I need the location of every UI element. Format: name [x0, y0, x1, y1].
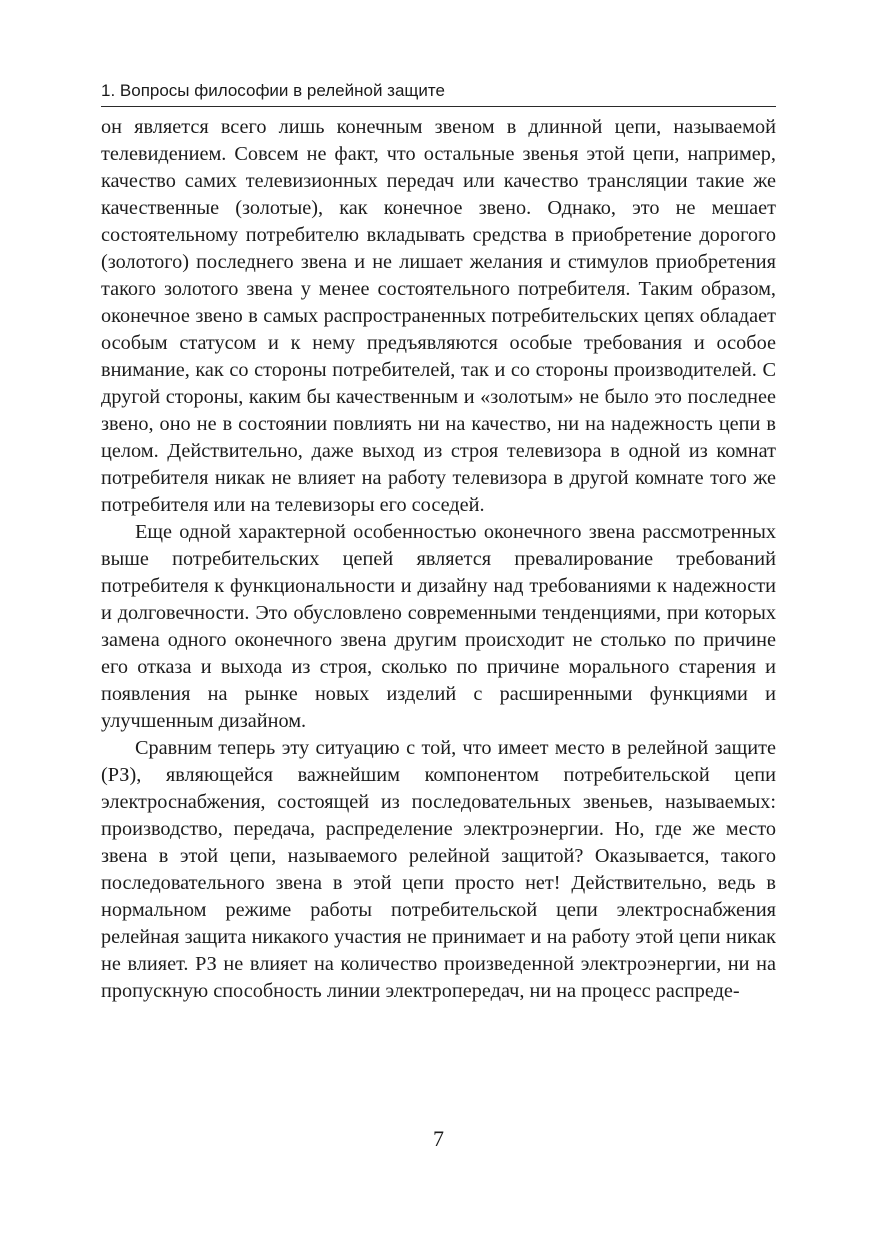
body-text	[101, 114, 776, 1005]
paragraph-continuation: он является всего лишь конечным звеном в длинной цепи, называемой телевидением. Совсем не факт, что остальные звенья этой цепи, например, качество самих телевизионных передач или качество трансляции такие же качественные (золотые), как конечное звено. Однако, это не мешает состоятельному потребителю вкладывать средства в приобретение дорогого (золотого) последнего звена и не лишает желания и стимулов приобретения такого золотого звена у менее состоятельного потребителя. Таким образом, оконечное звено в самых распространенных потребительских цепях обладает особым статусом и к нему предъявляются особые требования и особое внимание, как со стороны потребителей, так и со стороны производителей. С другой стороны, каким бы качественным и «золотым» не было это последнее звено, оно не в состоянии повлиять ни на качество, ни на надежность цепи в целом. Действительно, даже выход из строя телевизора в одной из комнат потребителя никак не влияет на работу телевизора в другой комнате того же потребителя или на телевизоры его соседей.	[101, 116, 776, 516]
page-number: 7	[433, 1126, 444, 1151]
running-header-title: 1. Вопросы философии в релейной защите	[101, 81, 445, 100]
paragraph: Сравним теперь эту ситуацию с той, что имеет место в релейной защите (РЗ), являющейся важнейшим компонентом потребительской цепи электроснабжения, состоящей из последовательных звеньев, называемых: производство, передача, распределение электроэнергии. Но, где же место звена в этой цепи, называемого релейной защитой? Оказывается, такого последовательного звена в этой цепи просто нет! Действительно, ведь в нормальном режиме работы потребительской цепи электроснабжения релейная защита никакого участия не принимает и на работу этой цепи никак не влияет. РЗ не влияет на количество произведенной электроэнергии, ни на пропускную способность линии электропередач, ни на процесс распреде-	[101, 737, 776, 1002]
header-divider	[101, 106, 776, 107]
paragraph: Еще одной характерной особенностью оконечного звена рассмотренных выше потребительских цепей является превалирование требований потребителя к функциональности и дизайну над требованиями к надежности и долговечности. Это обусловлено современными тенденциями, при которых замена одного оконечного звена другим происходит не столько по причине его отказа и выхода из строя, сколько по причине морального старения и появления на рынке новых изделий с расширенными функциями и улучшенным дизайном.	[101, 521, 776, 732]
